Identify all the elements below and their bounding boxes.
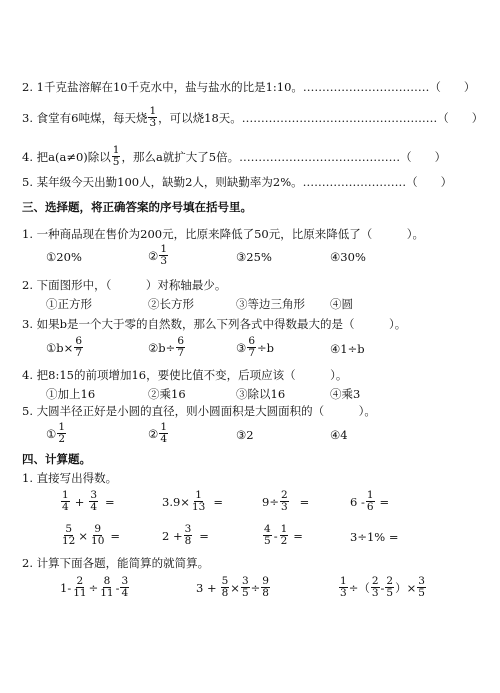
fraction: $\frac{5}{12}$ xyxy=(62,523,76,547)
fraction: $\frac{4}{5}$ xyxy=(264,523,271,547)
choice-q4-option-3: ③除以16 xyxy=(236,387,286,401)
calc-r2-c: $\frac{4}{5}$ - $\frac{1}{2}$ = xyxy=(264,523,303,547)
calc-r1-d: 6 - $\frac{1}{6}$ = xyxy=(350,489,390,513)
fraction: $\frac{1}{3}$ xyxy=(340,575,347,599)
choice-q2-option-4: ④圆 xyxy=(330,297,353,311)
judge-q3 xyxy=(22,106,483,129)
fraction: $\frac{6}{7}$ xyxy=(75,335,82,359)
judge-q2: 2. 1千克盐溶解在10千克水中，盐与盐水的比是1:10。……………………………（ ） xyxy=(22,80,476,94)
fraction: $\frac{1}{6}$ xyxy=(366,489,374,513)
fraction: $\frac{2}{11}$ xyxy=(73,575,87,599)
fraction: $\frac{6}{7}$ xyxy=(248,335,255,359)
judge-q5: 5. 某年级今天出勤100人，缺勤2人，则缺勤率为2%。………………………（ ） xyxy=(22,175,453,189)
calc-r1-a: $\frac{1}{4}$ + $\frac{3}{4}$ = xyxy=(62,489,115,513)
calc-r3-c: $\frac{1}{3}$ ÷（ $\frac{2}{3}$ - $\frac{2}{5}$ ）× $\frac{3}{5}$ xyxy=(340,575,425,599)
fraction: $\frac{1}{4}$ xyxy=(62,489,69,513)
choice-q3-option-4: ④1÷b xyxy=(330,342,365,356)
calc-r2-a: $\frac{5}{12}$ × $\frac{9}{10}$ = xyxy=(62,523,121,547)
section3-title: 三、选择题，将正确答案的序号填在括号里。 xyxy=(22,200,252,214)
fraction: $\frac{9}{10}$ xyxy=(91,523,105,547)
fraction: $\frac{3}{5}$ xyxy=(418,575,425,599)
judge-q4-text-b: ，那么a就扩大了5倍。……………………………………（ ） xyxy=(121,149,447,164)
choice-q1-option-3: ③25% xyxy=(236,250,272,264)
fraction: $\frac{2}{3}$ xyxy=(280,489,288,513)
choice-q2-option-2: ②长方形 xyxy=(148,297,194,311)
calc-r3-a: 1- $\frac{2}{11}$ ÷ $\frac{8}{11}$ - $\frac{3}{4}$ xyxy=(60,575,129,599)
fraction: $\frac{9}{8}$ xyxy=(262,575,269,599)
fraction: $\frac{5}{8}$ xyxy=(221,575,229,599)
choice-q3-option-3: ③ $\frac{6}{7}$ ÷b xyxy=(236,335,274,359)
fraction: $\frac{3}{4}$ xyxy=(90,489,98,513)
fraction: $\frac{2}{5}$ xyxy=(386,575,394,599)
fraction: $\frac{1}{5}$ xyxy=(112,144,120,168)
calc-r1-c: 9÷ $\frac{2}{3}$ = xyxy=(262,489,310,513)
fraction: $\frac{1}{3}$ xyxy=(149,105,157,129)
fraction: $\frac{1}{13}$ xyxy=(191,489,206,513)
choice-q5-option-2: ② $\frac{1}{4}$ xyxy=(148,421,167,445)
fraction: $\frac{3}{8}$ xyxy=(184,523,192,547)
judge-q3-text-b: ，可以烧18天。……………………………………………（ ） xyxy=(158,110,484,125)
judge-q3-text-a: 3. 食堂有6吨煤，每天烧 xyxy=(22,110,148,125)
fraction: $\frac{3}{4}$ xyxy=(121,575,129,599)
choice-q4-option-2: ②乘16 xyxy=(148,387,186,401)
fraction: $\frac{1}{4}$ xyxy=(160,421,167,445)
judge-q4 xyxy=(22,145,446,168)
calc-r2-d: 3÷1% = xyxy=(350,530,399,544)
choice-q3-option-1: ①b× $\frac{6}{7}$ xyxy=(46,335,82,359)
section4-title: 四、计算题。 xyxy=(22,452,91,466)
fraction: $\frac{3}{5}$ xyxy=(241,575,249,599)
calc-r3-b: 3 + $\frac{5}{8}$ × $\frac{3}{5}$ ÷ $\frac{9}{8}$ xyxy=(196,575,269,599)
choice-q5: 5. 大圆半径正好是小圆的直径，则小圆面积是大圆面积的（ ）。 xyxy=(22,404,376,418)
fraction: $\frac{6}{7}$ xyxy=(177,335,184,359)
choice-q1-option-4: ④30% xyxy=(330,250,366,264)
choice-q1-option-1: ①20% xyxy=(46,250,82,264)
choice-q3: 3. 如果b是一个大于零的自然数，那么下列各式中得数最大的是（ ）。 xyxy=(22,317,407,331)
choice-q4: 4. 把8:15的前项增加16，要使比值不变，后项应该（ ）。 xyxy=(22,368,348,382)
choice-q5-option-1: ① $\frac{1}{2}$ xyxy=(46,421,65,445)
choice-q5-option-4: ④4 xyxy=(330,428,348,442)
fraction: $\frac{1}{2}$ xyxy=(58,421,65,445)
choice-q5-option-3: ③2 xyxy=(236,428,254,442)
choice-q2-option-1: ①正方形 xyxy=(46,297,92,311)
choice-q1: 1. 一种商品现在售价为200元，比原来降低了50元，比原来降低了（ ）。 xyxy=(22,227,424,241)
fraction: $\frac{1}{3}$ xyxy=(160,243,167,267)
choice-q2-option-3: ③等边三角形 xyxy=(236,297,305,311)
calc-r1-b: 3.9× $\frac{1}{13}$ = xyxy=(162,489,223,513)
fraction: $\frac{2}{3}$ xyxy=(371,575,379,599)
calc-r2-b: 2 + $\frac{3}{8}$ = xyxy=(162,523,209,547)
calc-part2-title: 2. 计算下面各题，能简算的就简算。 xyxy=(22,556,210,570)
fraction: $\frac{1}{2}$ xyxy=(280,523,288,547)
choice-q4-option-4: ④乘3 xyxy=(330,387,361,401)
choice-q1-option-2: ② $\frac{1}{3}$ xyxy=(148,243,167,267)
choice-q2: 2. 下面图形中，（ ）对称轴最少。 xyxy=(22,278,227,292)
choice-q4-option-1: ①加上16 xyxy=(46,387,96,401)
calc-part1-title: 1. 直接写出得数。 xyxy=(22,471,118,485)
fraction: $\frac{8}{11}$ xyxy=(100,575,114,599)
judge-q4-text-a: 4. 把a(a≠0)除以 xyxy=(22,149,111,164)
choice-q3-option-2: ②b÷ $\frac{6}{7}$ xyxy=(148,335,184,359)
